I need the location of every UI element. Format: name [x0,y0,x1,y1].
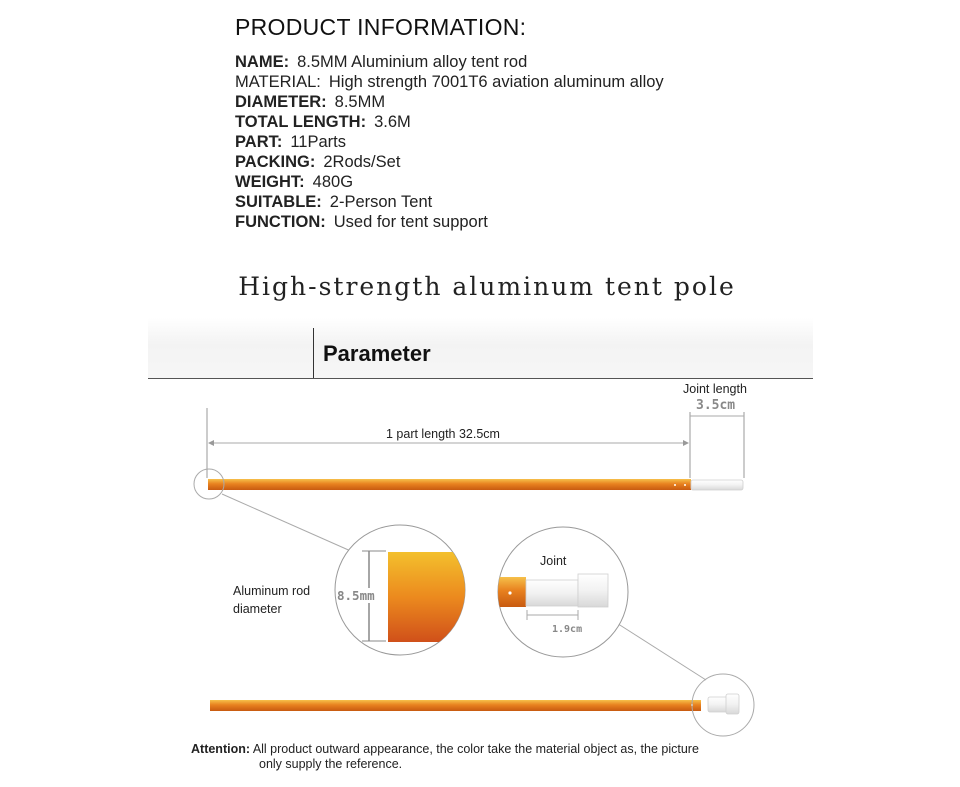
spec-value: 11Parts [290,133,346,151]
rod-body-bottom [210,700,701,711]
callout-line-left [222,494,362,556]
product-info-heading: PRODUCT INFORMATION: [235,14,527,40]
attention-note [191,742,699,772]
diameter-label-line2: diameter [233,602,282,616]
joint-length-label: Joint length [683,382,747,396]
page-subtitle: High-strength aluminum tent pole [238,272,736,301]
callout-line-right [612,620,706,680]
attention-line1: All product outward appearance, the color take the material object as, the picture [252,742,699,756]
spec-value: High strength 7001T6 aviation aluminum alloy [328,73,664,91]
diameter-value: 8.5mm [337,588,375,603]
spec-key: MATERIAL: [235,73,321,91]
spec-value: 480G [312,173,354,191]
joint-sleeve [526,580,578,606]
spec-key: PACKING: [235,153,316,171]
part-length-label: 1 part length 32.5cm [386,427,500,441]
joint-cap [578,574,608,607]
rod-body-top [208,479,691,490]
joint-value: 1.9cm [552,624,583,635]
spec-key: DIAMETER: [235,93,327,111]
diameter-label-line1: Aluminum rod [233,584,311,598]
spec-value: 2-Person Tent [329,193,433,211]
joint-label: Joint [540,554,567,568]
spec-key: NAME: [235,53,290,71]
spec-value: 8.5MM [334,93,386,111]
spec-value: 2Rods/Set [323,153,401,171]
joint-length-value: 3.5cm [696,398,736,413]
spec-key: PART: [235,133,283,151]
spec-value: Used for tent support [333,213,488,231]
spec-key: FUNCTION: [235,213,326,231]
parameter-title: Parameter [323,341,431,366]
spec-key: WEIGHT: [235,173,305,191]
arrowhead-right [683,440,689,446]
spec-value: 3.6M [374,113,411,131]
spec-value: 8.5MM Aluminium alloy tent rod [297,53,528,71]
attention-label: Attention: [191,742,251,756]
arrowhead-left [208,440,214,446]
attention-line2: only supply the reference. [259,757,403,771]
rod-joint-top [691,480,743,490]
spec-key: TOTAL LENGTH: [235,113,367,131]
spec-key: SUITABLE: [235,193,322,211]
